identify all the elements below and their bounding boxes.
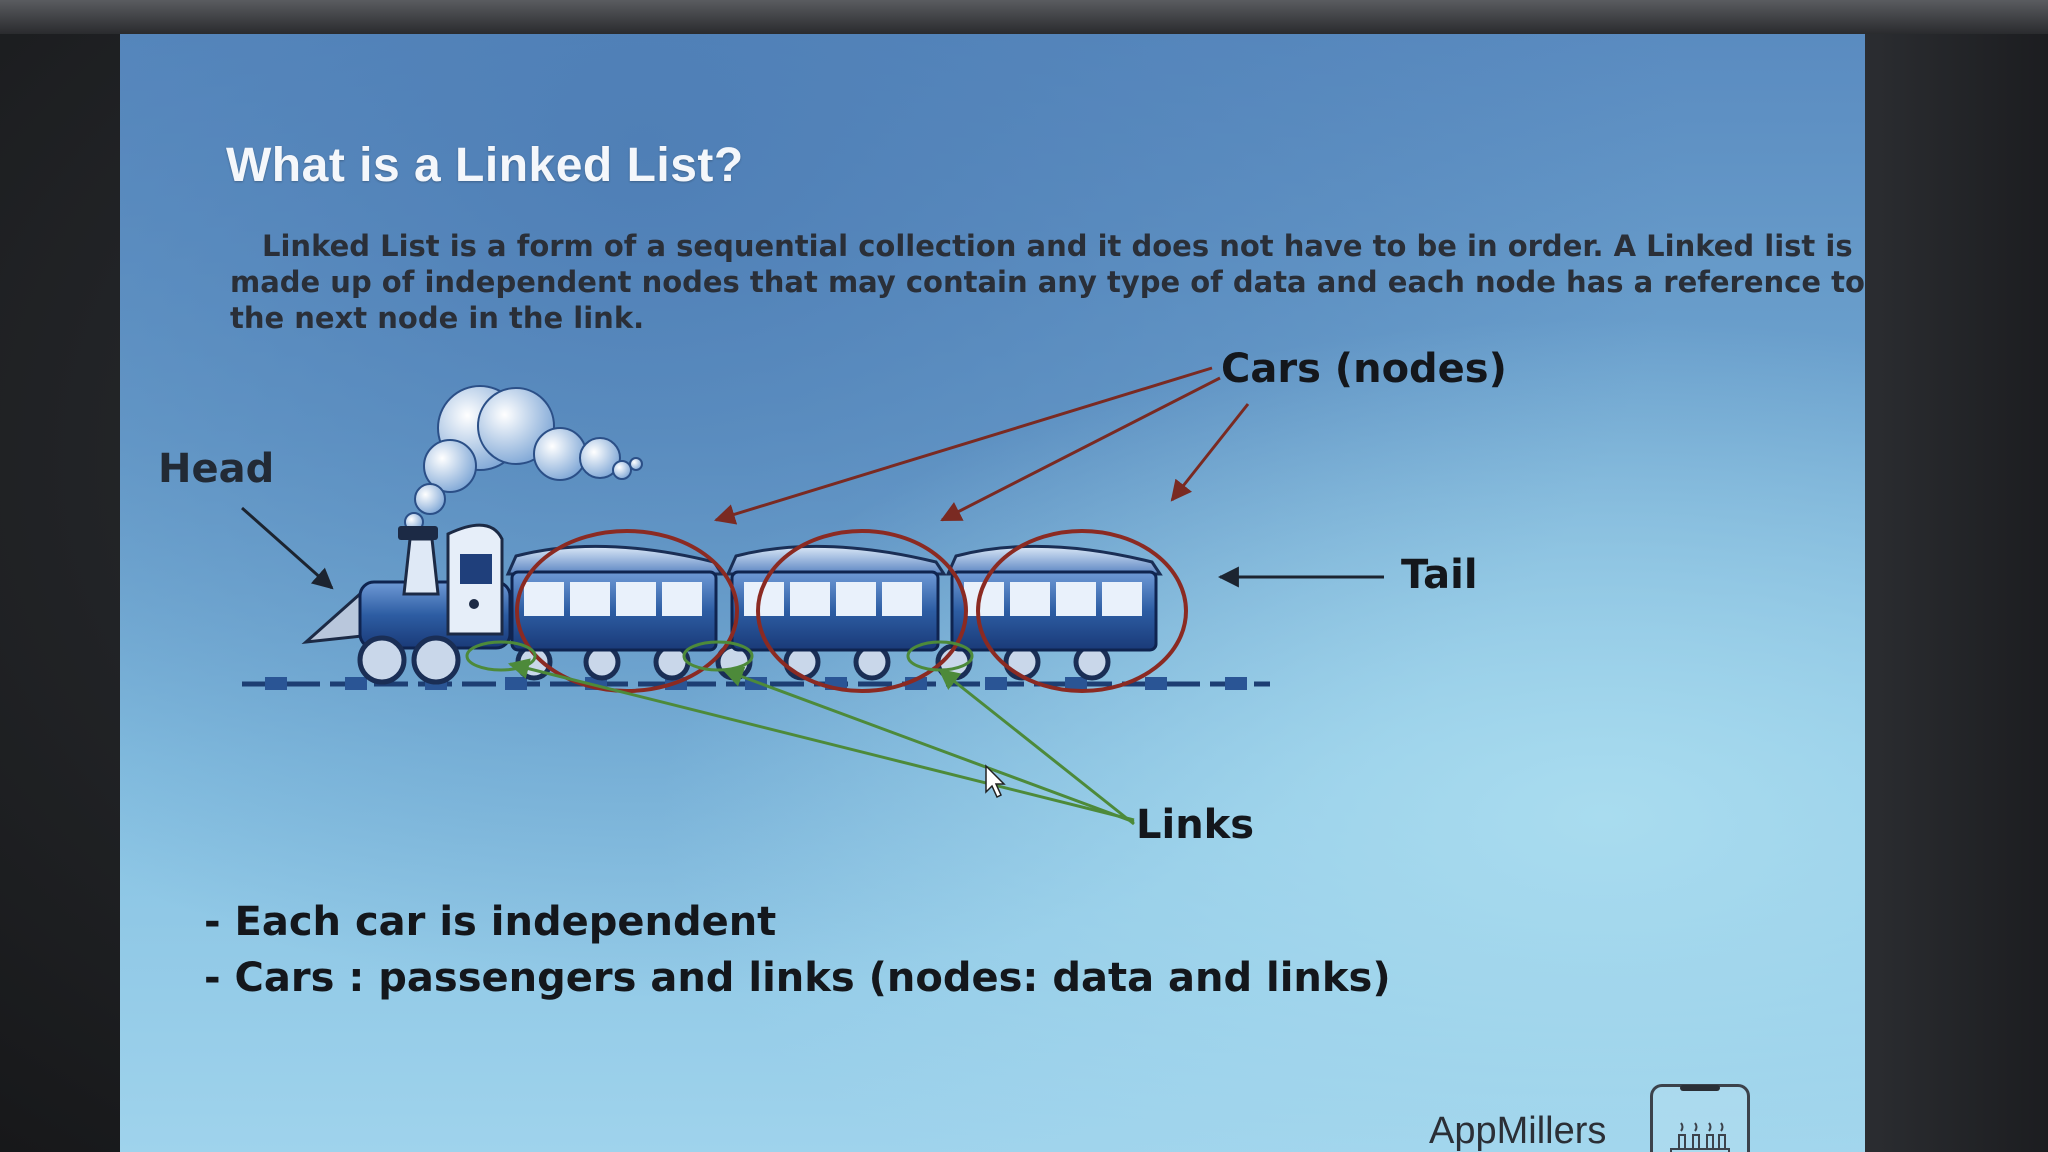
cars-arrows	[716, 368, 1248, 520]
links-label: Links	[1136, 802, 1255, 848]
brand-name: AppMillers	[1429, 1110, 1607, 1152]
monitor-bezel	[0, 0, 2048, 34]
slide-title: What is a Linked List?	[226, 139, 744, 192]
brand-logo-icon	[1650, 1084, 1750, 1152]
smoke-icon	[405, 386, 642, 531]
locomotive-icon	[306, 525, 510, 648]
head-label: Head	[158, 446, 275, 492]
presentation-slide	[120, 34, 1865, 1152]
bullet-item: - Each car is independent	[204, 899, 777, 945]
monitor-edge	[1865, 34, 2048, 1152]
cars-nodes-label: Cars (nodes)	[1221, 346, 1507, 392]
links-arrows	[510, 664, 1134, 824]
bullet-item: - Cars : passengers and links (nodes: data and links)	[204, 955, 1391, 1001]
slide-description: Linked List is a form of a sequential collection and it does not have to be in order. A Linked list is made up of independent nodes that may contain any type of data and each node has a reference to the next node in the link.	[230, 229, 1865, 335]
tail-label: Tail	[1401, 552, 1478, 598]
head-arrow	[242, 508, 332, 588]
bullet-list	[204, 894, 1391, 1006]
